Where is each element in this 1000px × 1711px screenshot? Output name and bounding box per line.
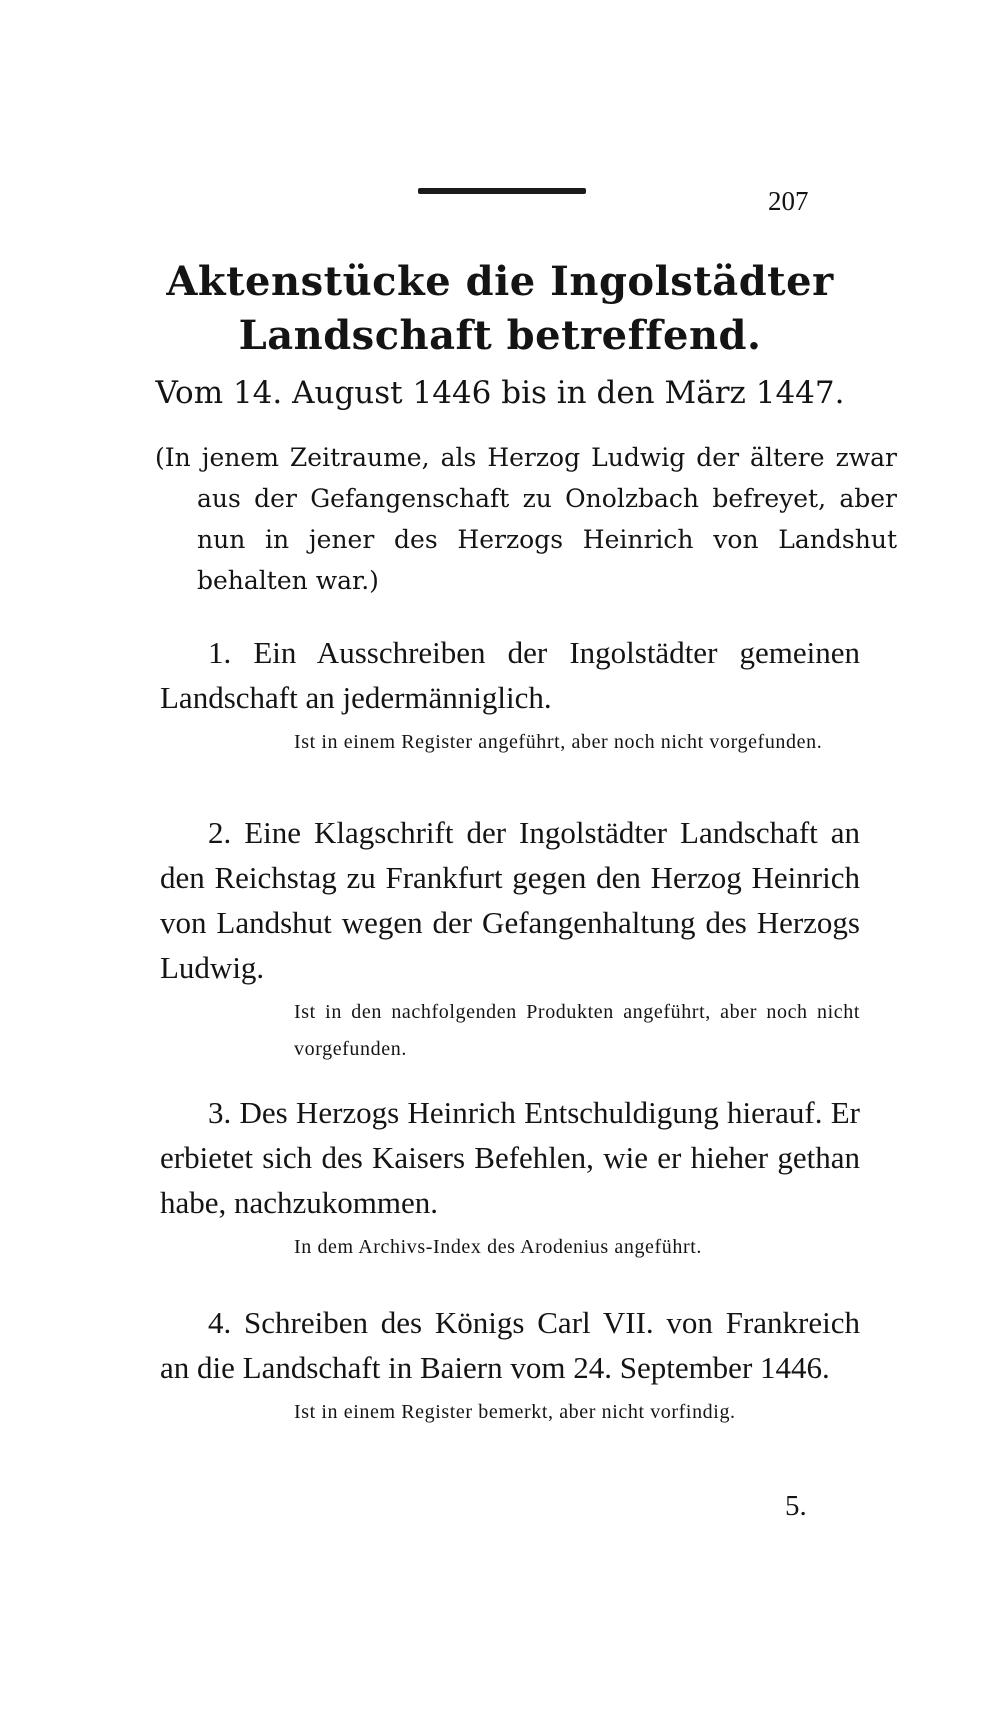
item-source-note: Ist in den nachfolgenden Produkten angeführt, aber noch nicht vorgefunden. xyxy=(294,1001,860,1060)
item-text xyxy=(160,1090,860,1225)
item-number: 2. xyxy=(208,815,232,850)
item-description: Schreiben des Königs Carl VII. von Frankreich an die Landschaft in Baiern vom 24. September 1446. xyxy=(160,1305,861,1385)
item-source-note: Ist in einem Register bemerkt, aber nicht vorfindig. xyxy=(294,1401,736,1423)
page-number: 207 xyxy=(768,186,809,216)
catchword: 5. xyxy=(785,1490,807,1522)
item-text xyxy=(160,1300,860,1390)
page-title: Aktenstücke die Ingolstädter Landschaft betreffend. xyxy=(166,258,834,359)
period-note: (In jenem Zeitraume, als Herzog Ludwig der ältere zwar aus der Gefangenschaft zu Onolzbach befreyet, aber nun in jener des Herzogs Heinrich von Landshut behalten war.) xyxy=(155,443,897,595)
list-item xyxy=(160,1090,860,1266)
item-description: Eine Klagschrift der Ingolstädter Landschaft an den Reichstag zu Frankfurt gegen den Herzog Heinrich von Landshut wegen der Gefangenhaltung des Herzogs Ludwig. xyxy=(160,815,861,985)
item-number: 3. xyxy=(208,1095,232,1130)
list-item xyxy=(160,630,860,761)
item-description: Ein Ausschreiben der Ingolstädter gemeinen Landschaft an jedermänniglich. xyxy=(160,635,860,715)
list-item xyxy=(160,1300,860,1431)
header-rule xyxy=(418,188,586,194)
item-text xyxy=(160,630,860,720)
item-number: 1. xyxy=(208,635,232,670)
item-description: Des Herzogs Heinrich Entschuldigung hierauf. Er erbietet sich des Kaisers Befehlen, wie er hieher gethan habe, nachzukommen. xyxy=(160,1095,860,1220)
item-source-note: In dem Archivs-Index des Arodenius angeführt. xyxy=(294,1236,703,1258)
list-item xyxy=(160,810,860,1068)
dateline: Vom 14. August 1446 bis in den März 1447. xyxy=(155,375,845,411)
item-source-note: Ist in einem Register angeführt, aber noch nicht vorgefunden. xyxy=(294,731,823,753)
item-text xyxy=(160,810,860,990)
item-number: 4. xyxy=(208,1305,232,1340)
